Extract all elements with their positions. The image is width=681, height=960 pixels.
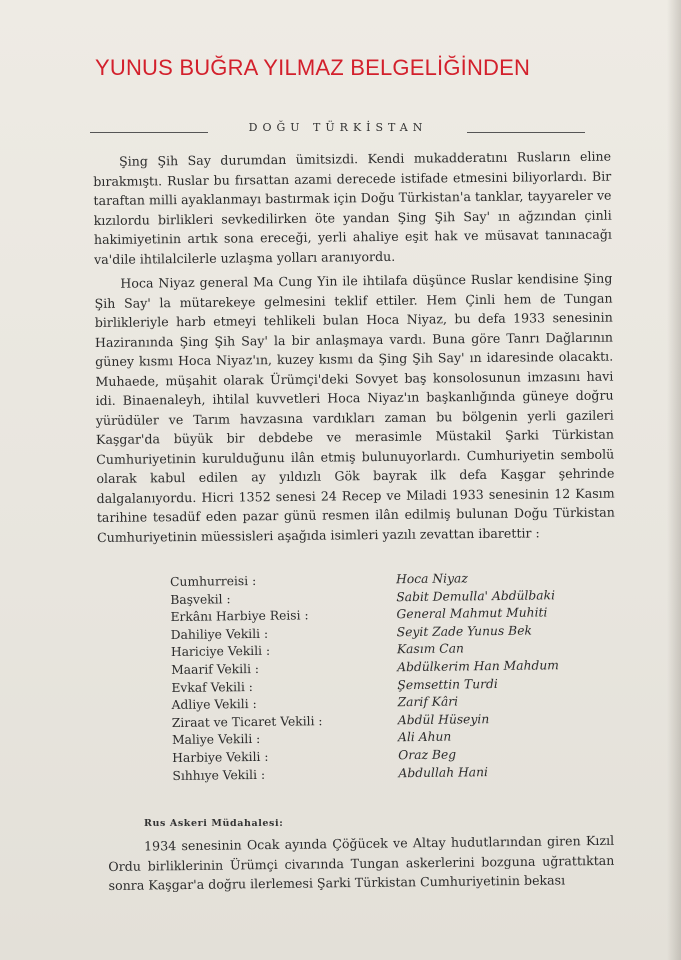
cabinet-post: Dahiliye Vekili : (170, 626, 269, 642)
header-rule-left (90, 132, 208, 133)
body-text (93, 147, 615, 547)
cabinet-member-name: Abdül Hüseyin (397, 711, 490, 727)
page-edge-shadow (667, 0, 681, 960)
running-header (90, 121, 590, 139)
cabinet-post: Ziraat ve Ticaret Vekili : (171, 713, 323, 730)
cabinet-post: Adliye Vekili : (171, 697, 257, 713)
cabinet-member-name: Şemsettin Turdi (397, 676, 498, 692)
cabinet-member-name: Hoca Niyaz (395, 571, 468, 587)
cabinet-post: Hariciye Vekili : (170, 644, 271, 660)
section-heading: Rus Askeri Müdahalesi: (144, 818, 284, 829)
cabinet-member-name: Ali Ahun (397, 729, 452, 745)
running-header-text: DOĞU TÜRKİSTAN (248, 121, 428, 134)
cabinet-member-name: Abdülkerim Han Mahdum (397, 658, 559, 675)
cabinet-member-name: Oraz Beg (398, 747, 457, 763)
cabinet-post: Cumhurreisi : (170, 573, 257, 589)
cabinet-member-name: Sabit Demulla' Abdülbaki (396, 587, 556, 604)
cabinet-member-name: Kasım Can (396, 641, 465, 657)
paragraph: Hoca Niyaz general Ma Cung Yin ile ihtilafa düşünce Ruslar kendisine Şing Şih Say' la mütarekeye gelmesini teklif ettiler. Hem Çinli hem de Tungan birlikleriyle harb etmeyi tehlikeli bulan Hoca Niyaz, bu defa 1933 senesinin Haziranında Şing Şih Say' la bir anlaşmaya vardı. Buna göre Tanrı Dağlarının güney kısmı Hoca Niyaz'ın, kuzey kısmı da Şing Şih Say' ın idaresinde olacaktı. Muhaede, müşahit olarak Ürümçi'deki Sovyet baş konsolosunun imzasını havi idi. Binaenaleyh, ihtilal kuvvetleri Hoca Niyaz'ın başkanlığında güneye doğru yürüdüler ve Tarım havzasına vardıkları zaman bu bölgenin yerli gazileri Kaşgar'da büyük bir debdebe ve merasimle Müstakil Şarki Türkistan Cumhuriyetinin kurulduğunu ilân etmiş bulunuyorlardı. Cumhuriyetin sembolü olarak kabul edilen ay yıldızlı Gök bayrak ilk defa Kaşgar şehrinde dalgalanıyordu. Hicri 1352 senesi 24 Recep ve Miladi 1933 senesinin 12 Kasım tarihine tesadüf eden pazar günü resmen ilân edilmiş bulunan Doğu Türkistan Cumhuriyetinin müessisleri aşağıda isimleri yazılı zevattan ibarettir : (94, 270, 615, 545)
cabinet-member-name: Seyit Zade Yunus Bek (396, 623, 532, 640)
paragraph: Şing Şih Say durumdan ümitsizdi. Kendi mukadderatını Rusların eline bırakmıştı. Ruslar bu fırsattan azami derecede istifade etmesini biliyorlardı. Bir taraftan milli ayaklanmayı bastırmak için Doğu Türkistan'a tanklar, tayyareler ve kızılordu birlikleri sevkedilirken öte yandan Şing Şih Say' ın ağzından çinli hakimiyetinin artık sona ereceği, yerli ahaliye eşit hak ve müsavat tanınacağı va'dile ihtilalcilerle uzlaşma yolları aranıyordu. (93, 148, 612, 267)
cabinet-list (170, 569, 613, 785)
cabinet-post: Erkânı Harbiye Reisi : (170, 608, 309, 625)
paragraph: 1934 senesinin Ocak ayında Çöğücek ve Altay hudutlarından giren Kızıl Ordu birliklerinin Ürümçi civarında Tungan askerlerini bozguna uğrattıktan sonra Kaşgar'a doğru ilerlemesi Şarki Türkistan Cumhuriyetinin bekası (108, 832, 615, 893)
cabinet-member-name: Abdullah Hani (398, 764, 489, 780)
cabinet-post: Maarif Vekili : (171, 661, 260, 677)
cabinet-post: Sıhhıye Vekili : (172, 767, 266, 783)
cabinet-post: Evkaf Vekili : (171, 679, 253, 695)
cabinet-post: Harbiye Vekili : (172, 749, 269, 765)
cabinet-member-name: General Mahmut Muhiti (396, 605, 548, 622)
cabinet-post: Maliye Vekili : (171, 732, 261, 748)
archive-watermark: YUNUS BUĞRA YILMAZ BELGELİĞİNDEN (95, 55, 531, 80)
cabinet-post: Başvekil : (170, 591, 231, 607)
section-text (108, 831, 615, 896)
cabinet-member-name: Zarif Kâri (397, 694, 459, 710)
header-rule-right (467, 132, 585, 133)
